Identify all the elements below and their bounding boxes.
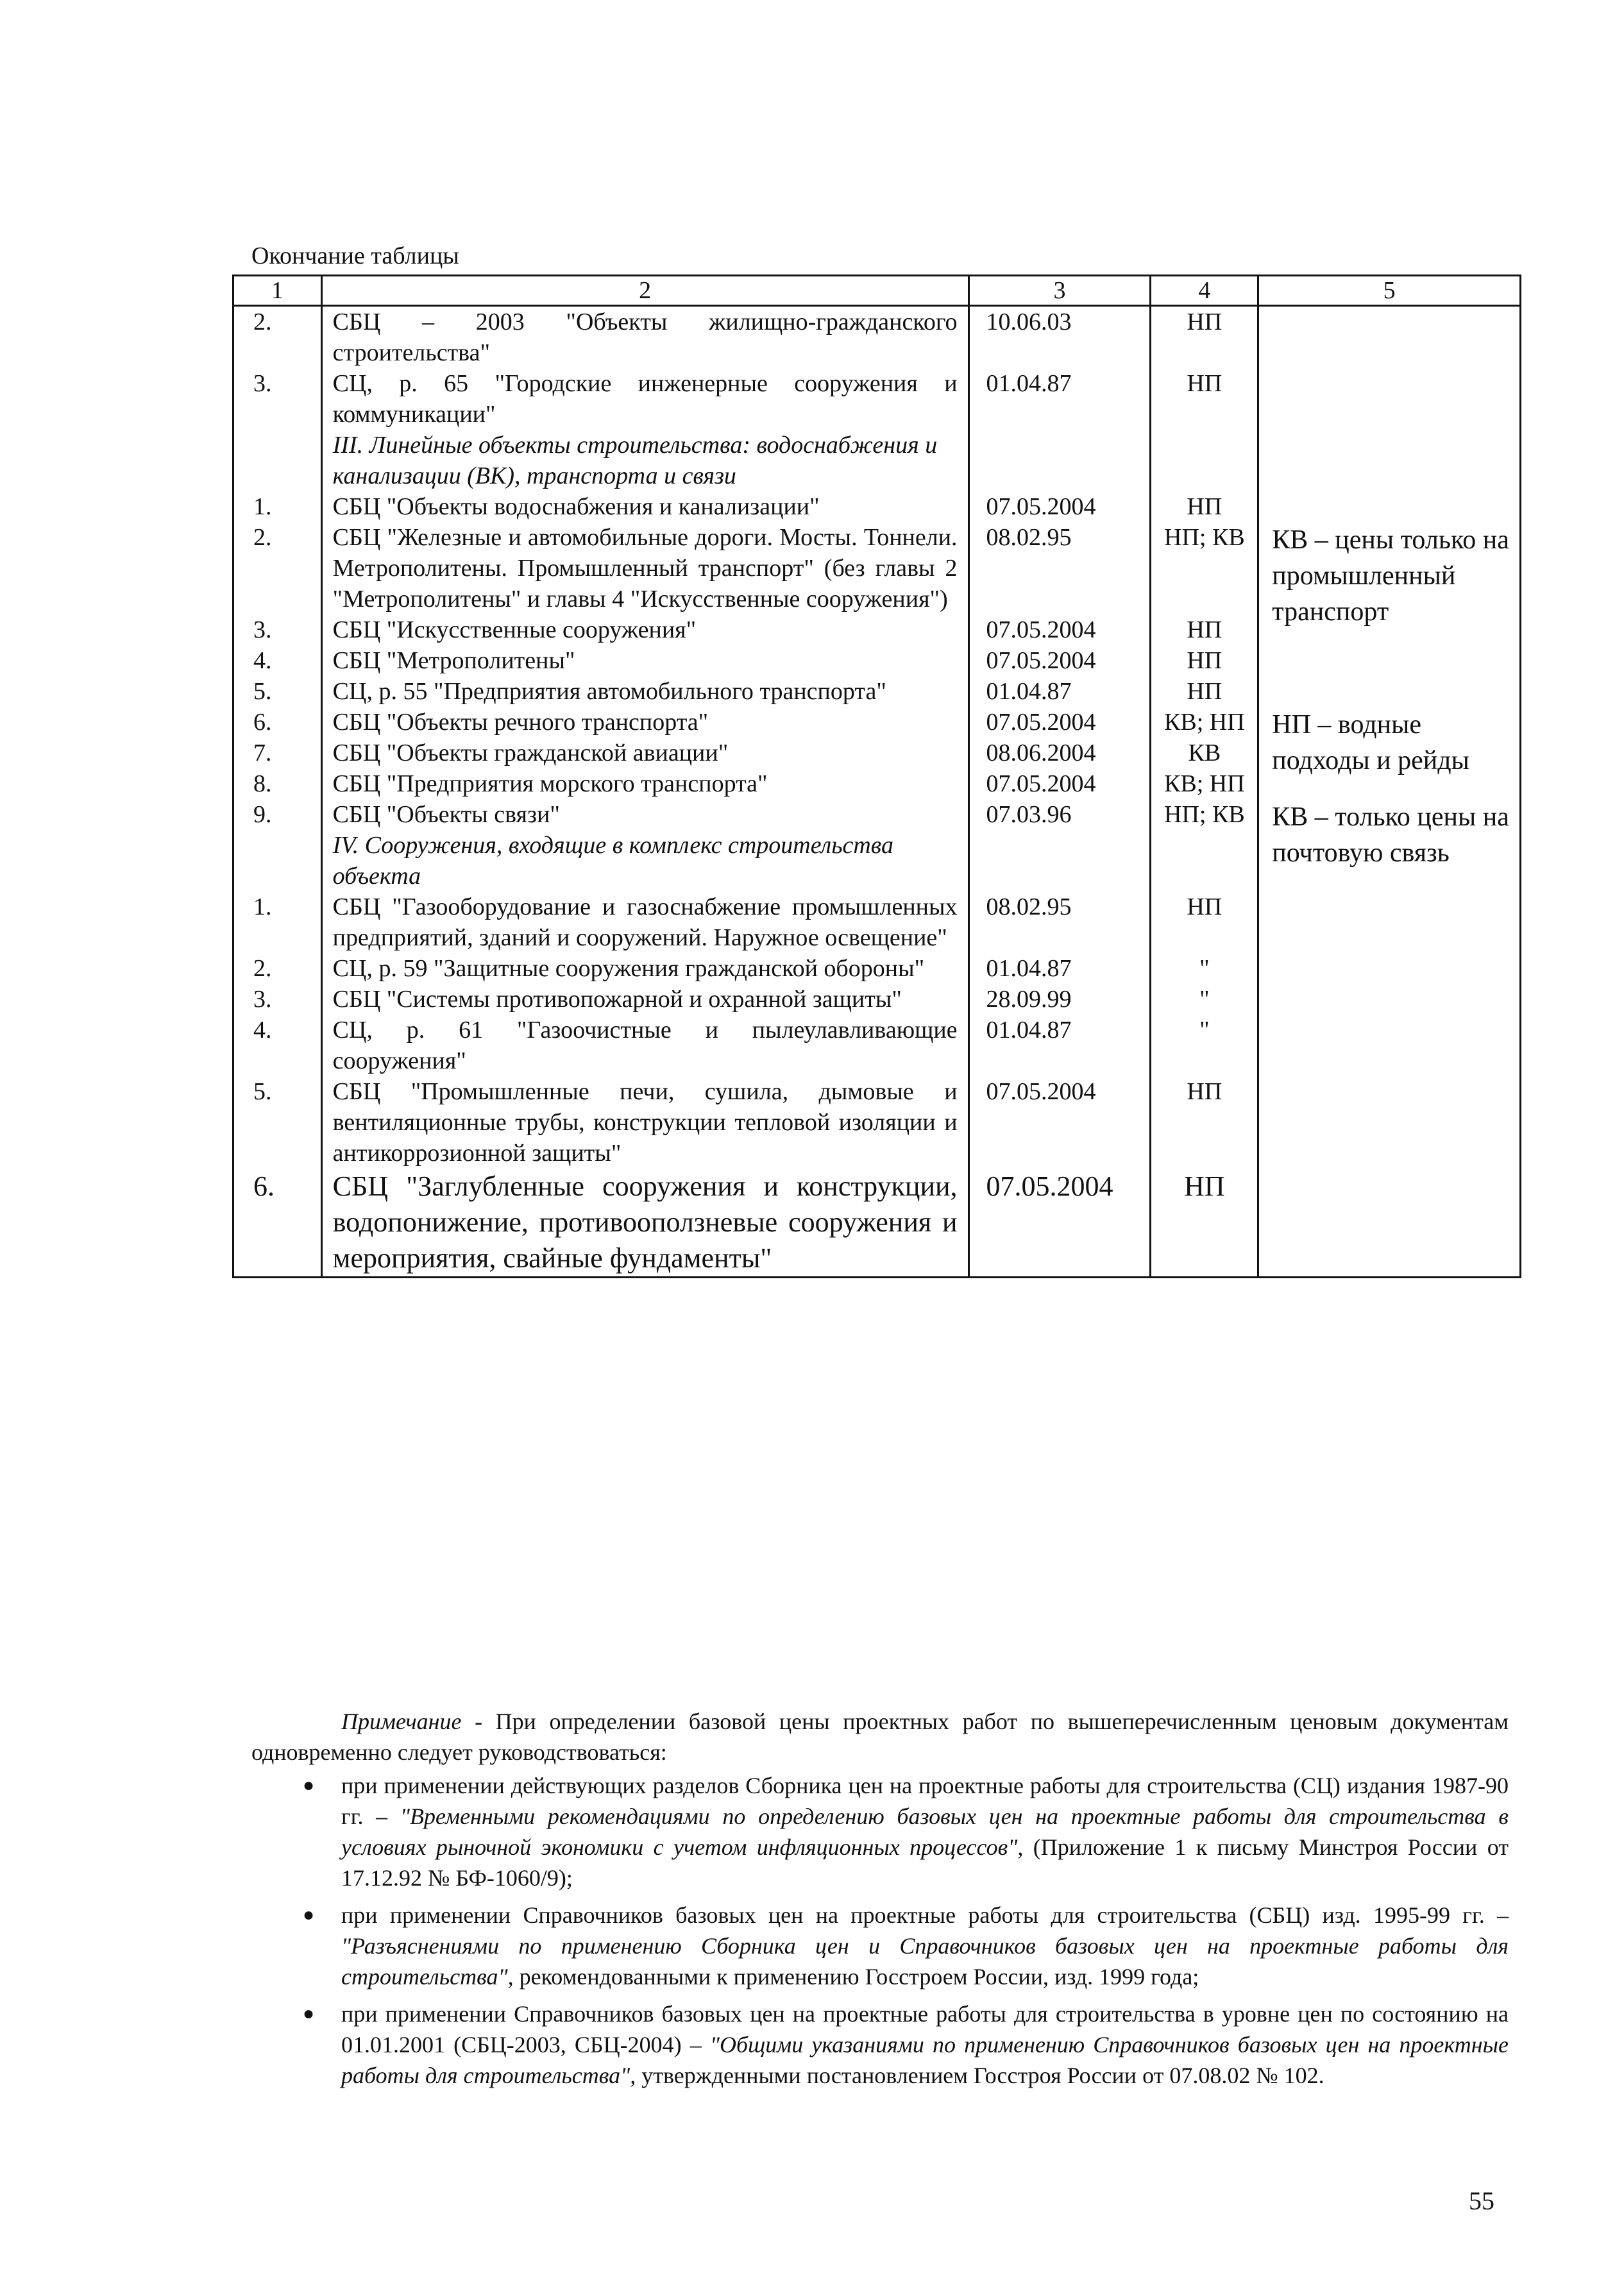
row-code: КВ [1151, 738, 1258, 768]
table-row [233, 891, 1521, 953]
row-number: 5. [233, 676, 322, 707]
row-note [1258, 1015, 1521, 1076]
row-code: НП [1151, 1169, 1258, 1278]
row-note [1258, 1076, 1521, 1169]
row-code: НП [1151, 891, 1258, 953]
note-label: Примечание - [341, 1709, 483, 1734]
note-item-ref: "Временными рекомендациями по определению базовых цен на проектные работы для строительства в условиях рыночной экономики с учетом инфляционных процессов", [341, 1804, 1509, 1860]
section-title: III. Линейные объекты строительства: водоснабжения и канализации (ВК), транспорта и связи [321, 430, 968, 491]
row-document-name: СЦ, р. 55 "Предприятия автомобильного транспорта" [321, 676, 968, 707]
table-row [233, 953, 1521, 984]
note-item [251, 1770, 1509, 1893]
row-note [1258, 891, 1521, 953]
note-item-text: при применении Справочников базовых цен на проектные работы для строительства в уровне цен по состоянию на 01.01.2001 (СБЦ-2003, СБЦ-2004) – [341, 2001, 1509, 2058]
header-col-2: 2 [321, 276, 968, 306]
header-col-5: 5 [1258, 276, 1521, 306]
row-date: 10.06.03 [968, 306, 1151, 369]
note-item [251, 1998, 1509, 2091]
row-document-name: СЦ, р. 65 "Городские инженерные сооружения и коммуникации" [321, 368, 968, 430]
row-number: 9. [233, 799, 322, 830]
row-document-name: СБЦ "Метрополитены" [321, 645, 968, 676]
bullet-icon: ● [303, 1904, 315, 1925]
note-item-ref: "Общими указаниями по применению Справочников базовых цен на проектные работы для строительства", [341, 2032, 1509, 2088]
row-document-name: СБЦ "Железные и автомобильные дороги. Мосты. Тоннели. Метрополитены. Промышленный транспорт" (без главы 2 "Метрополитены" и главы 4 "Искусственные сооружения") [321, 522, 968, 614]
row-date: 08.06.2004 [968, 738, 1151, 768]
table-row [233, 1015, 1521, 1076]
row-code: КВ; НП [1151, 768, 1258, 799]
row-date: 01.04.87 [968, 953, 1151, 984]
row-date: 07.05.2004 [968, 707, 1151, 738]
row-note [1258, 491, 1521, 522]
row-date: 28.09.99 [968, 984, 1151, 1015]
table-row [233, 491, 1521, 522]
row-date: 07.05.2004 [968, 1076, 1151, 1169]
row-date: 07.05.2004 [968, 491, 1151, 522]
row-note [1258, 953, 1521, 984]
row-document-name: СБЦ "Объекты водоснабжения и канализации" [321, 491, 968, 522]
row-note: КВ – цены только на промышленный транспорт [1258, 522, 1521, 707]
row-code: НП [1151, 368, 1258, 430]
note-item-source: (Приложение 1 к письму Минстроя России от 17.12.92 № БФ-1060/9); [341, 1834, 1509, 1891]
row-number-cell [233, 830, 322, 891]
table-row [233, 522, 1521, 614]
row-date-cell [968, 830, 1151, 891]
row-document-name: СЦ, р. 61 "Газоочистные и пылеулавливающие сооружения" [321, 1015, 968, 1076]
note-item [251, 1900, 1509, 1992]
table-row [233, 799, 1521, 830]
note-list [251, 1770, 1509, 2091]
row-number: 2. [233, 522, 322, 614]
row-note [1258, 1169, 1521, 1278]
note-item-source: утвержденными постановлением Госстроя России от 07.08.02 № 102. [641, 2063, 1324, 2088]
row-document-name: СБЦ "Объекты гражданской авиации" [321, 738, 968, 768]
row-note [1258, 984, 1521, 1015]
row-number: 3. [233, 614, 322, 645]
row-date: 01.04.87 [968, 676, 1151, 707]
row-date: 01.04.87 [968, 1015, 1151, 1076]
note-item-text: при применении Справочников базовых цен на проектные работы для строительства (СБЦ) изд. 1995-99 гг. – [341, 1902, 1509, 1928]
row-number: 4. [233, 1015, 322, 1076]
row-document-name: СБЦ – 2003 "Объекты жилищно-гражданского строительства" [321, 306, 968, 369]
section-title: IV. Сооружения, входящие в комплекс строительства объекта [321, 830, 968, 891]
row-document-name: СБЦ "Заглубленные сооружения и конструкции, водопонижение, противооползневые сооружения и мероприятия, свайные фундаменты" [321, 1169, 968, 1278]
table-row [233, 984, 1521, 1015]
row-date: 07.05.2004 [968, 768, 1151, 799]
table-row [233, 368, 1521, 430]
header-col-4: 4 [1151, 276, 1258, 306]
row-date: 08.02.95 [968, 522, 1151, 614]
row-number: 2. [233, 953, 322, 984]
row-code: НП [1151, 645, 1258, 676]
row-code: КВ; НП [1151, 707, 1258, 738]
table-caption: Окончание таблицы [251, 242, 459, 269]
note-item-ref: "Разъяснениями по применению Сборника цен и Справочников базовых цен на проектные работы для строительства", [341, 1933, 1509, 1990]
table-row [233, 306, 1521, 369]
row-code: " [1151, 953, 1258, 984]
table-row [233, 1169, 1521, 1278]
note-item-source: рекомендованными к применению Госстроем России, изд. 1999 года; [519, 1964, 1199, 1990]
row-date: 07.05.2004 [968, 645, 1151, 676]
row-code-cell [1151, 830, 1258, 891]
row-date: 08.02.95 [968, 891, 1151, 953]
row-number: 3. [233, 368, 322, 430]
row-number: 6. [233, 1169, 322, 1278]
row-code: " [1151, 984, 1258, 1015]
row-date-cell [968, 430, 1151, 491]
row-document-name: СБЦ "Газооборудование и газоснабжение промышленных предприятий, зданий и сооружений. Наружное освещение" [321, 891, 968, 953]
row-number: 4. [233, 645, 322, 676]
row-note: КВ – только цены на почтовую связь [1258, 799, 1521, 891]
row-code: НП [1151, 1076, 1258, 1169]
row-number: 5. [233, 1076, 322, 1169]
row-date: 01.04.87 [968, 368, 1151, 430]
row-date: 07.03.96 [968, 799, 1151, 830]
row-number-cell [233, 430, 322, 491]
row-number: 1. [233, 891, 322, 953]
section-row [233, 430, 1521, 491]
row-number: 1. [233, 491, 322, 522]
page-number: 55 [1469, 2186, 1494, 2215]
row-document-name: СБЦ "Объекты речного транспорта" [321, 707, 968, 738]
row-document-name: СЦ, р. 59 "Защитные сооружения гражданской обороны" [321, 953, 968, 984]
row-code: НП; КВ [1151, 522, 1258, 614]
note-intro-text: При определении базовой цены проектных работ по вышеперечисленным ценовым документам одновременно следует руководствоваться: [251, 1709, 1509, 1765]
table-row [233, 1076, 1521, 1169]
row-note [1258, 430, 1521, 491]
row-number: 3. [233, 984, 322, 1015]
note-block [251, 1706, 1509, 2097]
row-date: 07.05.2004 [968, 1169, 1151, 1278]
row-document-name: СБЦ "Искусственные сооружения" [321, 614, 968, 645]
row-date: 07.05.2004 [968, 614, 1151, 645]
row-note [1258, 368, 1521, 430]
row-code: НП [1151, 306, 1258, 369]
row-document-name: СБЦ "Предприятия морского транспорта" [321, 768, 968, 799]
row-code-cell [1151, 430, 1258, 491]
row-number: 7. [233, 738, 322, 768]
row-code: НП [1151, 491, 1258, 522]
row-note: НП – водные подходы и рейды [1258, 707, 1521, 799]
price-documents-table [232, 275, 1521, 1278]
bullet-icon: ● [303, 1775, 315, 1796]
row-document-name: СБЦ "Системы противопожарной и охранной защиты" [321, 984, 968, 1015]
table-row [233, 707, 1521, 738]
row-code: НП [1151, 676, 1258, 707]
header-col-1: 1 [233, 276, 322, 306]
row-code: НП [1151, 614, 1258, 645]
note-item-text: при применении действующих разделов Сборника цен на проектные работы для строительства (СЦ) издания 1987-90 гг. – [341, 1773, 1509, 1829]
table-header-row [233, 276, 1521, 306]
row-document-name: СБЦ "Объекты связи" [321, 799, 968, 830]
row-code: " [1151, 1015, 1258, 1076]
row-number: 2. [233, 306, 322, 369]
note-intro [251, 1706, 1509, 1768]
row-number: 8. [233, 768, 322, 799]
header-col-3: 3 [968, 276, 1151, 306]
row-number: 6. [233, 707, 322, 738]
row-code: НП; КВ [1151, 799, 1258, 830]
bullet-icon: ● [303, 2003, 315, 2024]
row-note [1258, 306, 1521, 369]
row-document-name: СБЦ "Промышленные печи, сушила, дымовые и вентиляционные трубы, конструкции тепловой изоляции и антикоррозионной защиты" [321, 1076, 968, 1169]
